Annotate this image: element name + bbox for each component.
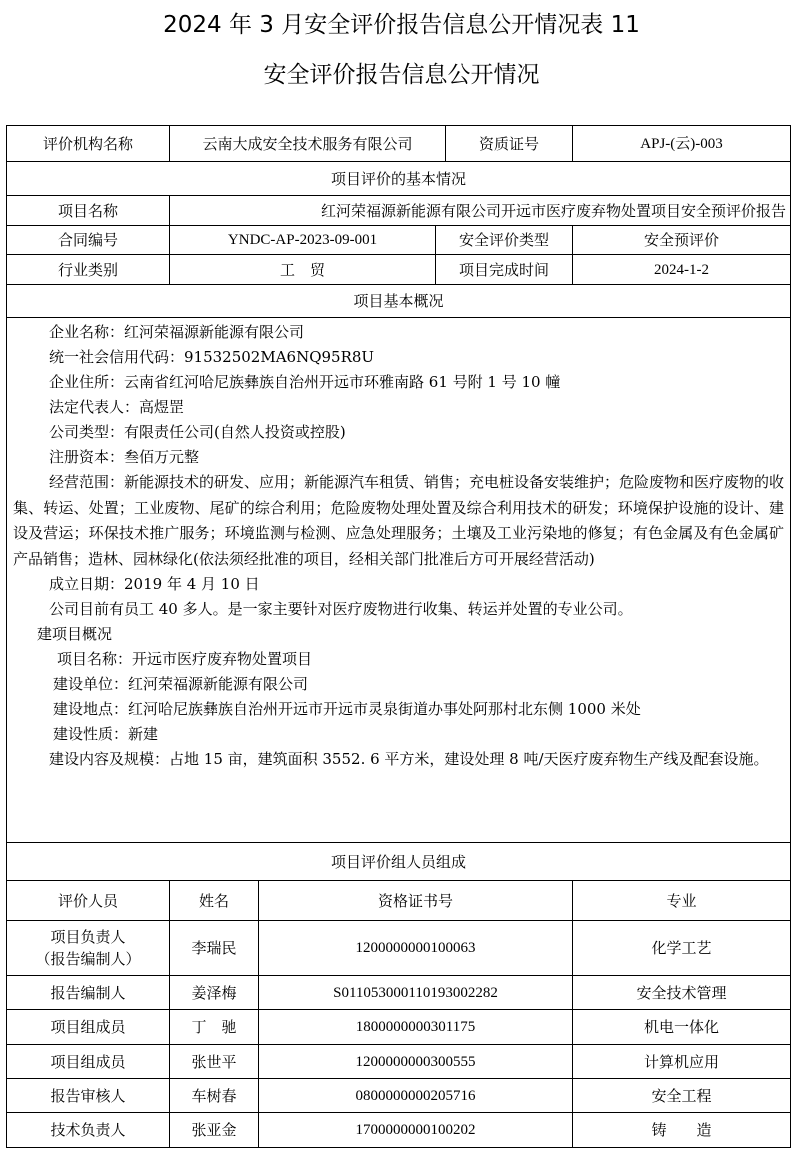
staff-cert: 1200000000300555 <box>259 1045 573 1079</box>
staff-role: 报告审核人 <box>7 1079 170 1113</box>
legal-representative: 法定代表人：高煜罡 <box>49 398 185 416</box>
project-name-row <box>7 196 791 226</box>
contract-row <box>7 226 791 255</box>
basic-heading-row <box>7 162 791 196</box>
contract-value: YNDC-AP-2023-09-001 <box>170 226 436 255</box>
staff-cert: 0800000000205716 <box>259 1079 573 1113</box>
complete-label: 项目完成时间 <box>436 255 573 285</box>
staff-role-line1: 项目负责人 <box>50 928 126 946</box>
agency-row <box>7 126 791 162</box>
build-content: 建设内容及规模：占地 15 亩，建筑面积 3552. 6 平方米，建设处理 8 吨/天医疗废弃物生产线及配套设施。 <box>49 750 769 768</box>
header-cert: 资格证书号 <box>259 881 573 921</box>
established-date: 成立日期：2019 年 4 月 10 日 <box>49 575 260 593</box>
overview-heading-row <box>7 285 791 318</box>
agency-label: 评价机构名称 <box>7 126 170 162</box>
document-title: 2024 年 3 月安全评价报告信息公开情况表 11 <box>163 12 640 38</box>
header-name: 姓名 <box>170 881 259 921</box>
credit-code: 统一社会信用代码：91532502MA6NQ95R8U <box>49 348 375 366</box>
staff-name: 姜泽梅 <box>170 976 259 1010</box>
staff-role: 技术负责人 <box>7 1113 170 1148</box>
staff-cert: 1700000000100202 <box>259 1113 573 1148</box>
staff-cert: 1800000000301175 <box>259 1010 573 1045</box>
staff-cert: S011053000110193002282 <box>259 976 573 1010</box>
staff-major: 计算机应用 <box>573 1045 791 1079</box>
industry-row <box>7 255 791 285</box>
staff-major: 铸 造 <box>573 1113 791 1148</box>
registered-capital: 注册资本：叁佰万元整 <box>49 448 200 466</box>
builder: 建设单位：红河荣福源新能源有限公司 <box>53 675 309 693</box>
industry-value: 工 贸 <box>170 255 436 285</box>
staff-major: 安全工程 <box>573 1079 791 1113</box>
header-major: 专业 <box>573 881 791 921</box>
overview-heading: 项目基本概况 <box>7 285 791 318</box>
info-table <box>6 125 791 1148</box>
table-row <box>7 1079 791 1113</box>
staff-description: 公司目前有员工 40 多人。是一家主要针对医疗废物进行收集、转运并处置的专业公司。 <box>49 600 633 618</box>
staff-major: 安全技术管理 <box>573 976 791 1010</box>
project-name-value: 红河荣福源新能源有限公司开远市医疗废弃物处置项目安全预评价报告 <box>170 196 791 226</box>
staff-cert: 1200000000100063 <box>259 921 573 976</box>
eval-type-label: 安全评价类型 <box>436 226 573 255</box>
cert-value: APJ-(云)-003 <box>573 126 791 162</box>
overview-body <box>7 318 791 843</box>
staff-heading-row <box>7 843 791 881</box>
business-scope: 经营范围：新能源技术的研发、应用；新能源汽车租赁、销售；充电桩设备安装维护；危险废物和医疗废物的收集、转运、处置；工业废物、尾矿的综合利用；危险废物处理处置及综合利用技术的研发；环境保护设施的设计、建设及营运；环保技术推广服务；环境监测与检测、应急处理服务；土壤及工业污染地的修复；有色金属及有色金属矿产品销售；造林、园林绿化(依法须经批准的项目，经相关部门批准后方可开展经营活动) <box>13 473 785 568</box>
staff-name: 李瑞民 <box>170 921 259 976</box>
staff-role <box>7 921 170 976</box>
overview-row <box>7 318 791 843</box>
agency-value: 云南大成安全技术服务有限公司 <box>170 126 446 162</box>
staff-heading: 项目评价组人员组成 <box>7 843 791 881</box>
staff-major: 机电一体化 <box>573 1010 791 1045</box>
industry-label: 行业类别 <box>7 255 170 285</box>
staff-name: 张亚金 <box>170 1113 259 1148</box>
table-row <box>7 1045 791 1079</box>
table-row <box>7 1010 791 1045</box>
table-row <box>7 976 791 1010</box>
overview-project-name: 项目名称：开远市医疗废弃物处置项目 <box>57 650 313 668</box>
company-address: 企业住所：云南省红河哈尼族彝族自治州开远市环雅南路 61 号附 1 号 10 幢 <box>49 373 561 391</box>
staff-role: 报告编制人 <box>7 976 170 1010</box>
staff-name: 丁 驰 <box>170 1010 259 1045</box>
project-overview-heading: 建项目概况 <box>37 625 113 643</box>
cert-label: 资质证号 <box>446 126 573 162</box>
staff-role: 项目组成员 <box>7 1045 170 1079</box>
staff-major: 化学工艺 <box>573 921 791 976</box>
table-row <box>7 1113 791 1148</box>
staff-name: 张世平 <box>170 1045 259 1079</box>
build-site: 建设地点：红河哈尼族彝族自治州开远市开远市灵泉街道办事处阿那村北东侧 1000 米处 <box>53 700 641 718</box>
header-role: 评价人员 <box>7 881 170 921</box>
complete-value: 2024-1-2 <box>573 255 791 285</box>
staff-role: 项目组成员 <box>7 1010 170 1045</box>
eval-type-value: 安全预评价 <box>573 226 791 255</box>
staff-name: 车树春 <box>170 1079 259 1113</box>
company-type: 公司类型：有限责任公司(自然人投资或控股) <box>49 423 346 441</box>
table-row <box>7 921 791 976</box>
staff-header-row <box>7 881 791 921</box>
basic-heading: 项目评价的基本情况 <box>7 162 791 196</box>
staff-role-line2: （报告编制人） <box>35 950 141 968</box>
company-name: 企业名称：红河荣福源新能源有限公司 <box>49 323 305 341</box>
document-subtitle: 安全评价报告信息公开情况 <box>263 62 540 88</box>
contract-label: 合同编号 <box>7 226 170 255</box>
build-nature: 建设性质：新建 <box>53 725 159 743</box>
project-name-label: 项目名称 <box>7 196 170 226</box>
